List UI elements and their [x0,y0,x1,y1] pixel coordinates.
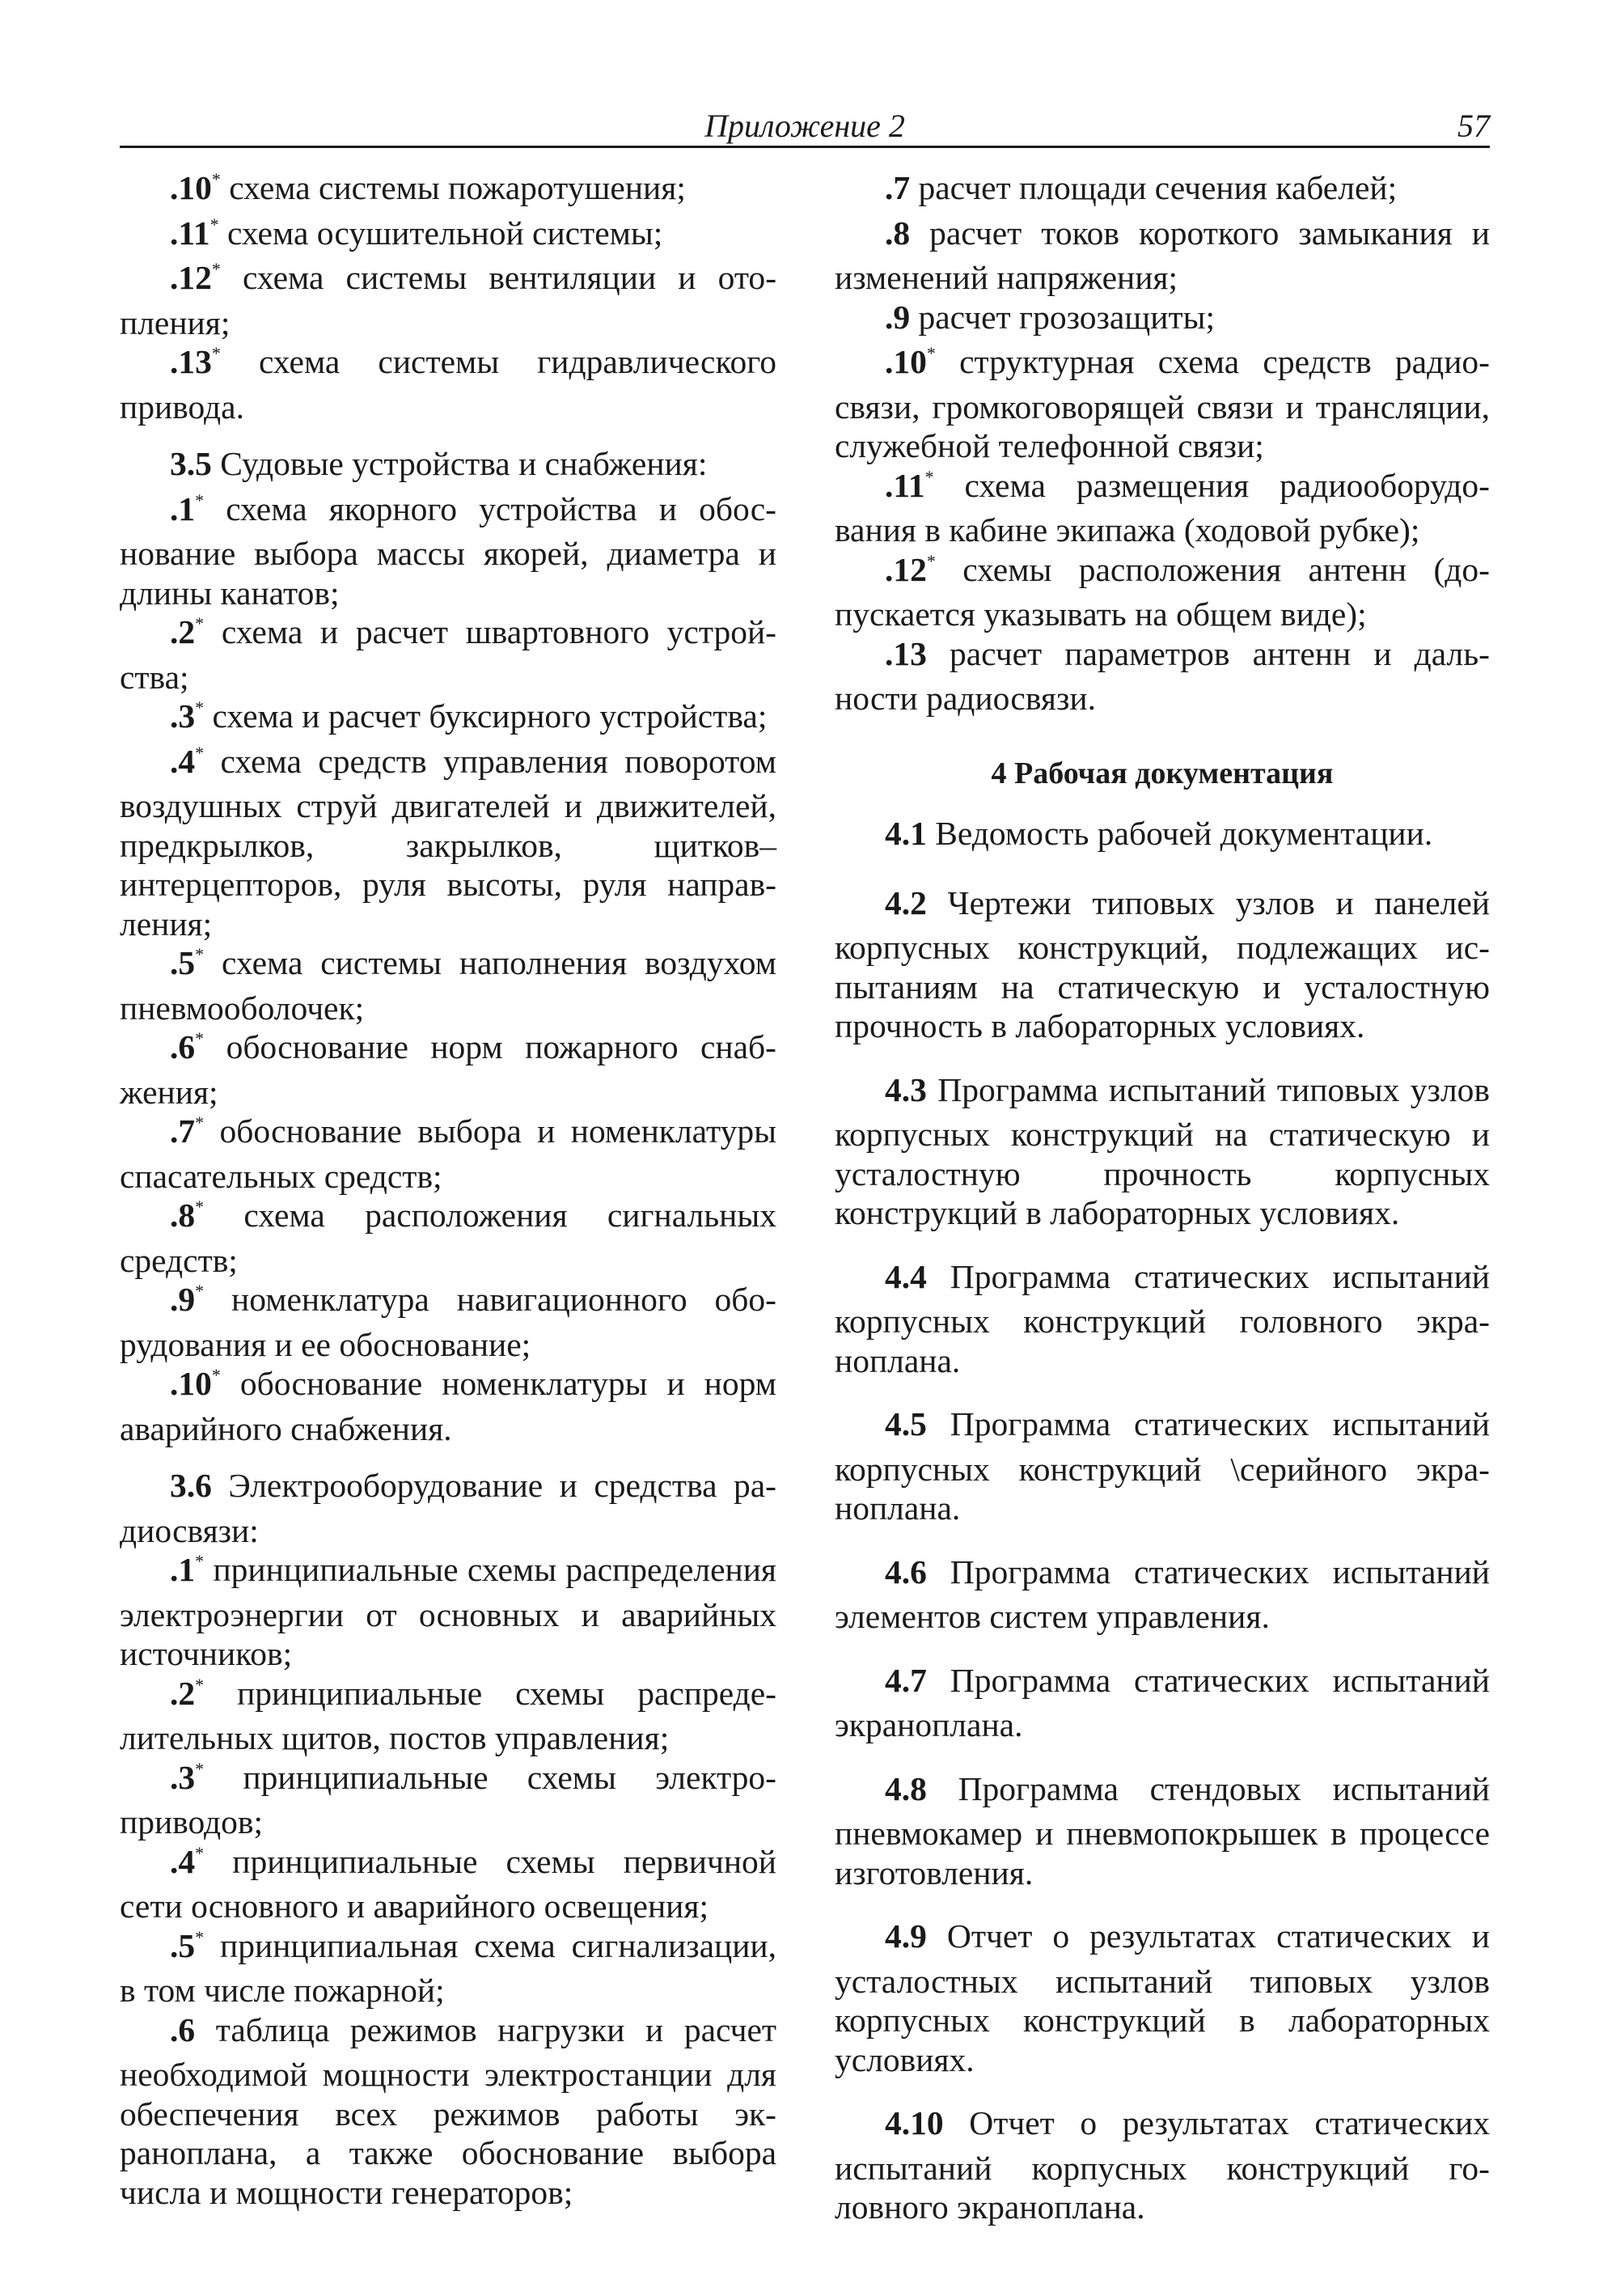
asterisk-mark: * [195,1551,205,1571]
item-number: 3.6 [170,1467,212,1504]
list-item [120,1550,776,1674]
list-item [120,1364,776,1448]
item-number: 4.3 [885,1070,927,1108]
list-item [120,2010,776,2213]
list-item [120,342,776,426]
item-text: схема системы гидравлического привода. [120,343,776,426]
item-number: .6 [170,1028,196,1065]
item-text: обоснование номенклатуры и норм аварийного снабжения. [120,1365,776,1447]
item-number: .10 [885,343,927,380]
item-number: .8 [885,214,911,252]
item-text: структурная схема средств радиосвязи, громкоговорящей связи и трансляции, служебной телефонной связи; [835,343,1490,464]
asterisk-mark: * [195,1758,205,1779]
item-number: 4.7 [885,1661,927,1699]
item-text: схемы расположения антенн (допускается указывать на общем виде); [835,550,1490,633]
left-column [120,168,776,2212]
list-item [120,1758,776,1842]
item-number: .7 [170,1112,196,1150]
item-text: схема и расчет буксирного устройства; [212,697,768,735]
running-title: Приложение 2 [704,108,905,144]
list-item [835,466,1490,550]
list-item [120,943,776,1027]
list-item [120,697,776,742]
asterisk-mark: * [211,169,221,189]
list-item [835,214,1490,298]
item-number: .9 [885,298,911,336]
item-number: .4 [170,1842,196,1880]
page-header [120,104,1490,148]
list-item [835,342,1490,466]
list-item [120,742,776,944]
item-number: .10 [170,169,212,206]
item-text: Электрооборудование и средства радиосвязи: [120,1467,776,1549]
item-text: Программа испытаний типовых узлов корпусных конструкций на статическую и усталостную прочность корпусных конструкций в лабораторных условиях. [835,1070,1490,1231]
list-item [120,1926,776,2010]
item-text: принципиальная схема сигнализации, в том числе пожарной; [120,1926,777,2009]
list-item [120,612,776,697]
item-number: .1 [170,1551,196,1588]
asterisk-mark: * [195,944,205,964]
list-item [835,298,1490,343]
item-text: Отчет о результатах статических и усталостных испытаний типовых узлов корпусных конструкций в лабораторных условиях. [835,1917,1491,2078]
asterisk-mark: * [195,1281,205,1301]
list-item [835,1257,1490,1381]
list-item [835,168,1490,214]
item-text: Программа статических испытаний экраноплана. [835,1661,1490,1743]
item-text: Судовые устройства и снабжения: [220,445,708,482]
asterisk-mark: * [211,1365,221,1385]
asterisk-mark: * [195,1197,205,1217]
item-text: расчет токов короткого замыкания и изменений напряжения; [835,214,1490,296]
asterisk-mark: * [195,1674,205,1695]
list-item [835,1070,1490,1233]
item-number: .7 [885,169,911,206]
item-number: .9 [170,1281,196,1318]
item-number: 4.6 [885,1553,927,1591]
list-item [835,1404,1490,1528]
list-item [120,1280,776,1364]
asterisk-mark: * [195,742,205,763]
item-text: Программа статических испытаний корпусных конструкций головного экраноплана. [835,1257,1490,1379]
item-number: .11 [170,214,210,252]
list-item [120,1674,776,1758]
item-number: 3.5 [170,445,212,482]
asterisk-mark: * [211,343,221,363]
asterisk-mark: * [195,613,205,633]
item-number: .8 [170,1197,196,1234]
section-heading: 4 Рабочая документация [991,756,1334,790]
item-number: .3 [170,697,196,735]
item-text: Ведомость рабочей документации. [935,815,1433,852]
right-column [835,168,1490,2227]
item-text: схема и расчет швартовного устройства; [120,613,776,696]
list-item [120,1112,776,1196]
item-number: 4.2 [885,883,927,921]
item-number: 4.1 [885,815,927,852]
item-number: .12 [170,259,212,296]
asterisk-mark: * [195,1112,205,1133]
item-text: Отчет о результатах статических испытаний корпусных конструкций головного экраноплана. [835,2104,1490,2226]
item-text: принципиальные схемы распределительных щитов, постов управления; [120,1674,776,1756]
list-item [120,1466,776,1550]
item-number: .13 [170,343,212,380]
list-item [120,258,776,342]
item-text: обоснование выбора и номенклатуры спасательных средств; [120,1112,776,1195]
item-text: принципиальные схемы распределения электроэнергии от основных и аварийных источников; [120,1551,776,1672]
item-number: 4.4 [885,1257,927,1295]
item-text: схема размещения радиооборудования в кабине экипажа (ходовой рубке); [835,466,1490,549]
right-section-list [835,814,1490,2227]
asterisk-mark: * [195,489,205,510]
asterisk-mark: * [926,550,936,571]
asterisk-mark: * [195,1842,205,1863]
item-number: .2 [170,613,196,650]
asterisk-mark: * [926,343,936,363]
asterisk-mark: * [924,466,934,487]
list-item [120,1196,776,1280]
list-item [835,634,1490,718]
list-item [835,2103,1490,2227]
item-text: Программа стендовых испытаний пневмокамер и пневмопокрышек в процессе изготовления. [835,1769,1490,1891]
asterisk-mark: * [195,1028,205,1048]
item-text: схема якорного устройства и обоснование выбора массы якорей, диаметра и длины канатов; [120,489,776,612]
list-item [120,1027,776,1112]
item-number: .6 [170,2010,196,2048]
asterisk-mark: * [195,1926,205,1947]
item-text: Программа статических испытаний корпусных конструкций \серийного экраноплана. [835,1405,1490,1527]
item-text: схема средств управления поворотом воздушных струй двигателей и движителей, предкрылков, закрылков, щитков–интерцепторов, руля высоты, руля направления; [120,742,776,943]
item-number: .12 [885,550,927,588]
asterisk-mark: * [211,259,221,279]
item-text: схема осушительной системы; [226,214,663,252]
item-number: .5 [170,944,196,981]
item-number: .13 [885,634,927,672]
asterisk-mark: * [209,214,219,235]
list-item [835,814,1490,859]
list-item [835,1917,1490,2079]
item-number: .3 [170,1758,196,1796]
list-item [835,1553,1490,1637]
item-text: таблица режимов нагрузки и расчет необходимой мощности электростанции для обеспечения всех режимов работы экраноплана, а также обоснование выбора числа и мощности генераторов; [120,2010,776,2211]
list-item [835,883,1490,1046]
item-number: 4.8 [885,1769,927,1807]
list-item [835,1661,1490,1745]
item-text: схема расположения сигнальных средств; [120,1197,777,1279]
item-text: схема системы вентиляции и отопления; [120,259,777,341]
item-text: расчет параметров антенн и дальности радиосвязи. [835,634,1490,717]
item-number: .5 [170,1926,196,1964]
item-text: Чертежи типовых узлов и панелей корпусных конструкций, подлежащих испытаниям на статическую и усталостную прочность в лабораторных условиях. [835,883,1490,1044]
item-number: 4.9 [885,1917,927,1955]
item-number: .2 [170,1674,196,1712]
list-item [120,214,776,259]
item-text: расчет площади сечения кабелей; [918,169,1398,206]
item-text: обоснование норм пожарного снабжения; [120,1028,776,1111]
item-number: .1 [170,489,196,527]
item-text: расчет грозозащиты; [918,298,1216,336]
list-item [835,1769,1490,1893]
right-intro-list [835,168,1490,718]
list-item [120,489,776,613]
item-number: 4.5 [885,1405,927,1442]
asterisk-mark: * [195,697,205,718]
item-text: Программа статических испытаний элементов систем управления. [835,1553,1490,1635]
item-text: принципиальные схемы электроприводов; [120,1758,776,1841]
item-text: принципиальные схемы первичной сети основного и аварийного освещения; [120,1842,776,1925]
page-number: 57 [1457,108,1490,144]
list-item [120,1842,776,1926]
item-text: номенклатура навигационного оборудования и ее обоснование; [120,1281,776,1363]
item-number: 4.10 [885,2104,944,2141]
item-text: схема системы пожаротушения; [229,169,686,206]
item-number: .11 [885,466,925,504]
list-item [835,550,1490,634]
item-number: .10 [170,1365,212,1402]
item-text: схема системы наполнения воздухом пневмооболочек; [120,944,776,1027]
list-item [120,168,776,214]
item-number: .4 [170,742,196,780]
list-item [120,444,776,489]
